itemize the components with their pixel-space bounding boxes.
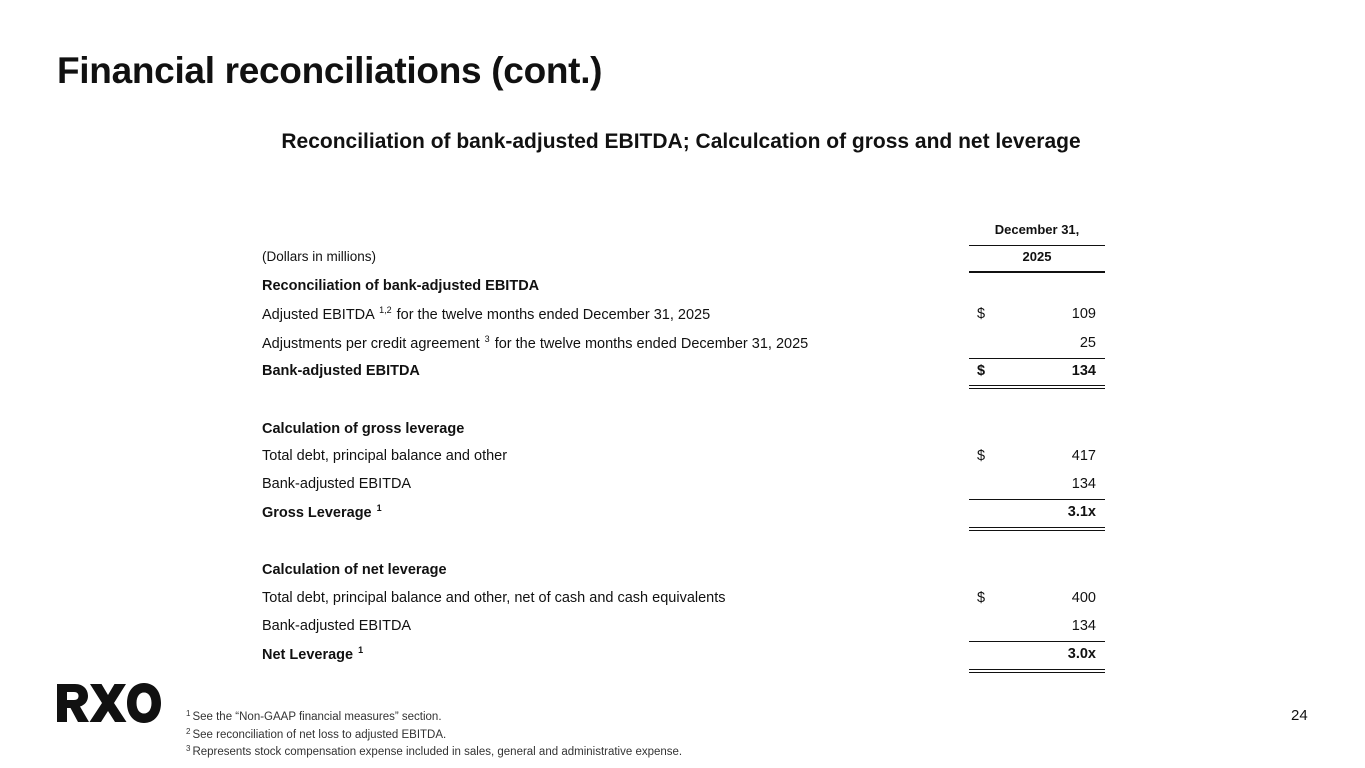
total-double-rule (969, 527, 1105, 531)
header-rule (969, 245, 1105, 246)
units-label: (Dollars in millions) (262, 249, 377, 264)
table-row-gross-leverage: Gross Leverage $^1$ 3.1x (262, 503, 1096, 521)
table-subtitle: Reconciliation of bank-adjusted EBITDA; Calculcation of gross and net leverage (281, 130, 1081, 153)
rxo-logo (57, 682, 161, 724)
footnote-item: $^3$ Represents stock compensation expense included in sales, general and administrative expense. (186, 744, 683, 758)
table-row-gross-bank-adjusted-ebitda: Bank-adjusted EBITDA 134 (262, 476, 1096, 492)
footnotes (186, 707, 682, 760)
footnote-item: $^1$ See the “Non-GAAP financial measures” section. (186, 709, 442, 723)
section-heading-gross-leverage: Calculation of gross leverage (262, 421, 465, 437)
column-header-year: 2025 (1022, 249, 1052, 264)
section-heading-ebitda: Reconciliation of bank-adjusted EBITDA (262, 278, 540, 294)
table-row-adjusted-ebitda: Adjusted EBITDA $^{1,2}$ for the twelve months ended December 31, 2025 $ 109 (262, 305, 1096, 323)
total-double-rule (969, 669, 1105, 673)
column-header-date: December 31, (994, 222, 1080, 237)
table-row-net-leverage: Net Leverage $^1$ 3.0x (262, 645, 1096, 663)
table-row-net-total-debt: Total debt, principal balance and other, net of cash and cash equivalents $ 400 (262, 590, 1096, 606)
section-heading-net-leverage: Calculation of net leverage (262, 562, 447, 578)
total-double-rule (969, 385, 1105, 389)
table-row-gross-total-debt: Total debt, principal balance and other $ 417 (262, 448, 1096, 464)
page-title: Financial reconciliations (cont.) (57, 50, 603, 91)
page-number: 24 (1291, 707, 1308, 724)
table-row-bank-adjusted-ebitda-total: Bank-adjusted EBITDA $ 134 (262, 363, 1096, 379)
table-row-net-bank-adjusted-ebitda: Bank-adjusted EBITDA 134 (262, 618, 1096, 634)
table-row-adjustments: Adjustments per credit agreement $^3$ for the twelve months ended December 31, 2025 25 (262, 334, 1096, 352)
footnote-item: $^2$ See reconciliation of net loss to adjusted EBITDA. (186, 726, 447, 741)
